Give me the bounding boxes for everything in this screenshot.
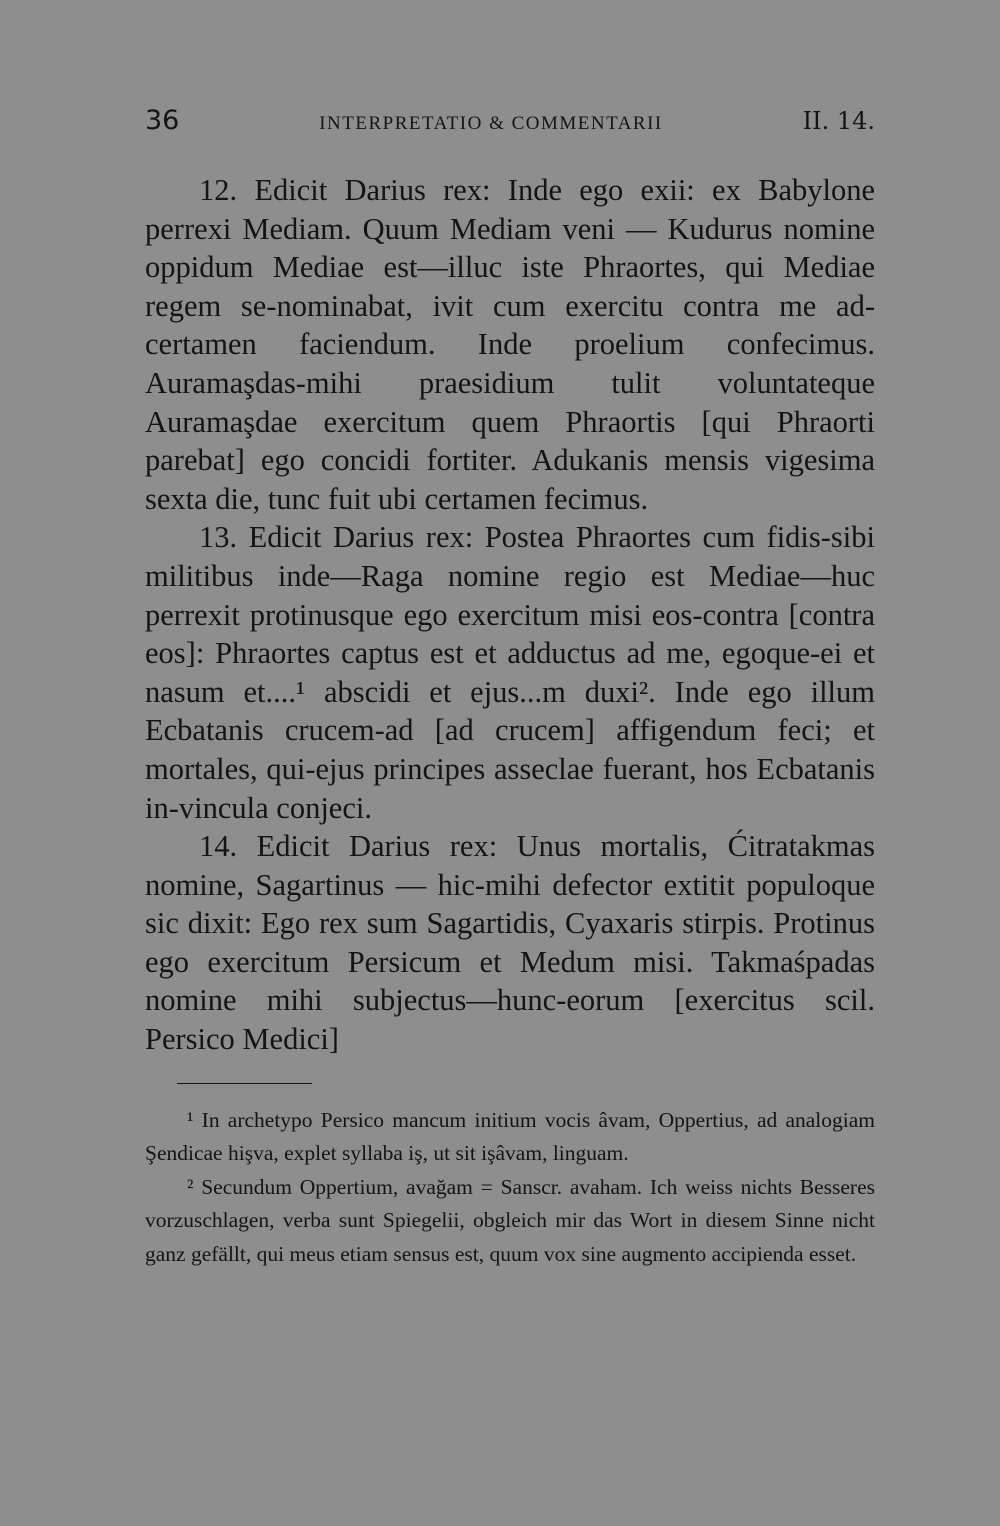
running-title: INTERPRETATIO & COMMENTARII [319,113,663,134]
book-page [145,105,875,1271]
footnote-2: ² Secundum Oppertium, avağam = Sanscr. avaham. Ich weiss nichts Besseres vorzuschlagen, verba sunt Spiegelii, obgleich mir das Wort in diesem Sinne nicht ganz gefällt, qui meus etiam sensus est, quum vox sine augmento accipienda esset. [145,1174,875,1266]
footnotes [145,1104,875,1272]
paragraph-12: 12. Edicit Darius rex: Inde ego exii: ex Babylone perrexi Mediam. Quum Mediam veni — Kudurus nomine oppidum Mediae est—illuc iste Phraortes, qui Mediae regem se-nominabat, ivit cum exercitu contra me ad-certamen faciendum. Inde proelium confecimus. Auramaşdas-mihi praesidium tulit voluntateque Auramaşdae exercitum quem Phraortis [qui Phraorti parebat] ego concidi fortiter. Adukanis mensis vigesima sexta die, tunc fuit ubi certamen fecimus. [145,173,875,516]
section-reference: II. 14. [802,107,875,135]
paragraph-13: 13. Edicit Darius rex: Postea Phraortes cum fidis-sibi militibus inde—Raga nomine regio est Mediae—huc perrexit protinusque ego exercitum misi eos-contra [contra eos]: Phraortes captus est et adductus ad me, egoque-ei et nasum et....¹ abscidi et ejus...m duxi². Inde ego illum Ecbatanis crucem-ad [ad crucem] affigendum feci; et mortales, qui-ejus principes asseclae fuerant, hos Ecbatanis in-vincula conjeci. [145,520,875,825]
footnote-divider [177,1083,312,1084]
footnote-1: ¹ In archetypo Persico mancum initium vocis âvam, Oppertius, ad analogiam Şendicae hişva, explet syllaba iş, ut sit işâvam, linguam. [145,1107,875,1166]
page-number: 36 [145,105,180,136]
page-header [145,105,875,157]
paragraph-14: 14. Edicit Darius rex: Unus mortalis, Ćitratakmas nomine, Sagartinus — hic-mihi defector extitit populoque sic dixit: Ego rex sum Sagartidis, Cyaxaris stirpis. Protinus ego exercitum Persicum et Medum misi. Takmaśpadas nomine mihi subjectus—hunc-eorum [exercitus scil. Persico Medici] [145,829,875,1057]
main-text [145,171,875,1059]
